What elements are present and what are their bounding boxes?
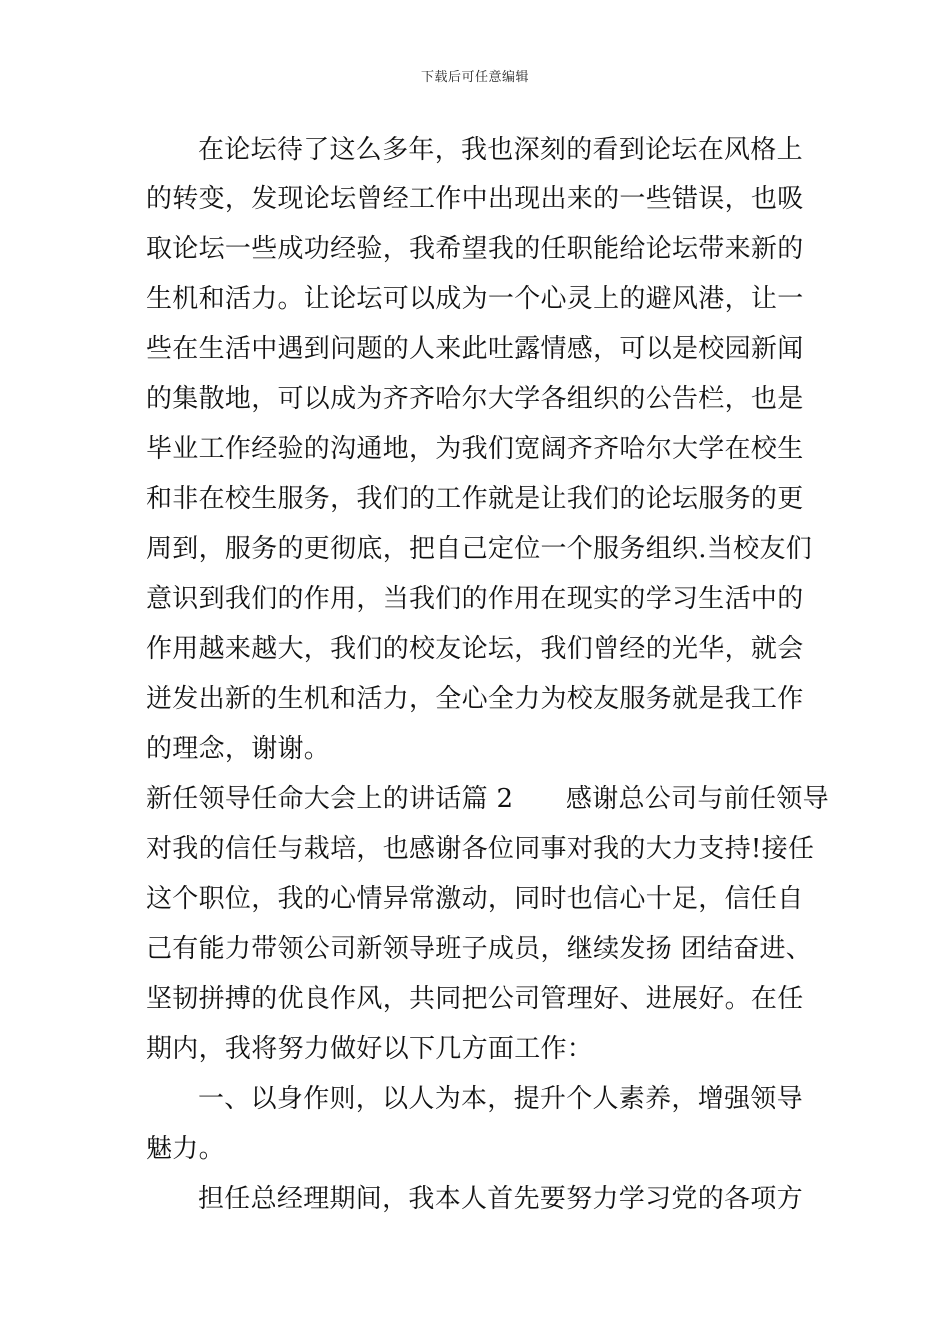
paragraph-line: 取论坛一些成功经验，我希望我的任职能给论坛带来新的 xyxy=(146,234,804,264)
paragraph-line: 生机和活力。让论坛可以成为一个心灵上的避风港，让一 xyxy=(146,284,804,314)
section-heading-line: 新任领导任命大会上的讲话篇 2 感谢总公司与前任领导 xyxy=(146,784,829,814)
paragraph-line: 毕业工作经验的沟通地，为我们宽阔齐齐哈尔大学在校生 xyxy=(146,434,804,464)
paragraph-line: 的理念，谢谢。 xyxy=(146,734,331,764)
paragraph-line: 担任总经理期间，我本人首先要努力学习党的各项方 xyxy=(198,1184,803,1214)
paragraph-line: 这个职位，我的心情异常激动，同时也信心十足，信任自 xyxy=(146,884,804,914)
paragraph-line: 一、以身作则，以人为本，提升个人素养，增强领导 xyxy=(198,1084,803,1114)
paragraph-line: 期内，我将努力做好以下几方面工作： xyxy=(146,1034,594,1064)
paragraph-line: 的转变，发现论坛曾经工作中出现出来的一些错误，也吸 xyxy=(146,184,804,214)
paragraph-line: 魅力。 xyxy=(146,1134,225,1164)
paragraph-line: 在论坛待了这么多年，我也深刻的看到论坛在风格上 xyxy=(198,135,803,165)
header-note: 下载后可任意编辑 xyxy=(420,70,529,85)
paragraph-line: 对我的信任与栽培，也感谢各位同事对我的大力支持!接任 xyxy=(146,834,815,864)
paragraph-line: 坚韧拼搏的优良作风，共同把公司管理好、进展好。在任 xyxy=(146,984,804,1014)
paragraph-line: 和非在校生服务，我们的工作就是让我们的论坛服务的更 xyxy=(146,484,804,514)
paragraph-line: 些在生活中遇到问题的人来此吐露情感，可以是校园新闻 xyxy=(146,334,804,364)
paragraph-line: 周到，服务的更彻底，把自己定位一个服务组织.当校友们 xyxy=(146,534,813,564)
paragraph-line: 己有能力带领公司新领导班子成员，继续发扬 团结奋进、 xyxy=(146,934,813,964)
paragraph-line: 意识到我们的作用，当我们的作用在现实的学习生活中的 xyxy=(146,584,804,614)
paragraph-line: 的集散地，可以成为齐齐哈尔大学各组织的公告栏，也是 xyxy=(146,384,804,414)
paragraph-line: 作用越来越大，我们的校友论坛，我们曾经的光华，就会 xyxy=(146,634,804,664)
paragraph-line: 迸发出新的生机和活力，全心全力为校友服务就是我工作 xyxy=(146,684,804,714)
